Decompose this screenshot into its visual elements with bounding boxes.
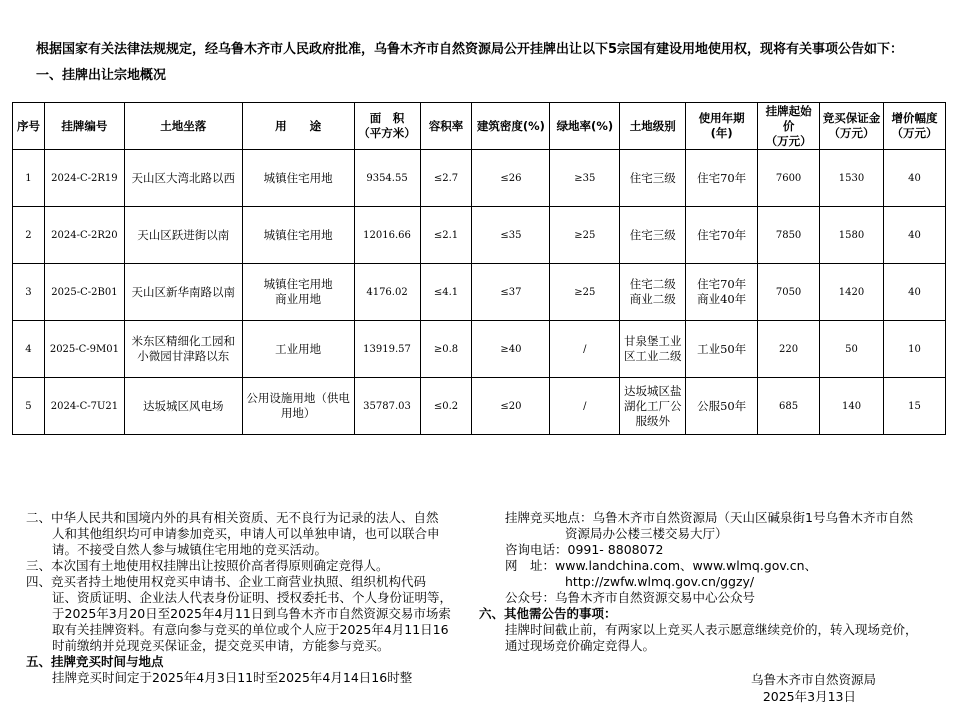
table-cell: 35787.03 xyxy=(354,378,420,435)
notice-line: 于2025年3月20日至2025年4月11日到乌鲁木齐市自然资源交易市场索 xyxy=(52,606,451,621)
table-header-cell: 绿地率(%) xyxy=(550,103,620,150)
table-cell: 40 xyxy=(883,264,945,321)
table-header-cell: 用 途 xyxy=(242,103,354,150)
table-header-cell: 使用年期(年) xyxy=(686,103,758,150)
table-cell: / xyxy=(550,378,620,435)
notice-line: 人和其他组织均可申请参加竞买，申请人可以单独申请，也可以联合申 xyxy=(52,526,440,541)
table-header-cell: 建筑密度(%) xyxy=(472,103,550,150)
notice-line: 挂牌时间截止前，有两家以上竞买人表示愿意继续竞价的，转入现场竞价， xyxy=(505,622,918,637)
table-header-cell: 土地级别 xyxy=(620,103,686,150)
notice-left-column xyxy=(26,510,476,686)
notice-line: 六、其他需公告的事项： xyxy=(479,606,617,621)
table-cell: 7050 xyxy=(758,264,820,321)
table-cell: 7850 xyxy=(758,207,820,264)
table-cell: 公用设施用地（供电用地） xyxy=(242,378,354,435)
table-cell: 12016.66 xyxy=(354,207,420,264)
table-header-cell: 序号 xyxy=(13,103,45,150)
table-cell: 10 xyxy=(883,321,945,378)
table-cell: 公服50年 xyxy=(686,378,758,435)
table-cell: 住宅二级 商业二级 xyxy=(620,264,686,321)
notice-line: 资源局办公楼三楼交易大厅） xyxy=(565,526,728,541)
table-cell: 天山区新华南路以南 xyxy=(124,264,242,321)
table-cell: 2025-C-2B01 xyxy=(44,264,124,321)
notice-line: 时前缴纳并兑现竞买保证金，提交竞买申请，方能参与竞买。 xyxy=(52,638,390,653)
table-cell: 4 xyxy=(13,321,45,378)
notice-line: 二、中华人民共和国境内外的具有相关资质、无不良行为记录的法人、自然 xyxy=(26,510,439,525)
table-cell: 1580 xyxy=(820,207,884,264)
table-cell: 2 xyxy=(13,207,45,264)
notice-intro: 根据国家有关法律法规规定，经乌鲁木齐市人民政府批准，乌鲁木齐市自然资源局公开挂牌出让以下5宗国有建设用地使用权，现将有关事项公告如下： xyxy=(36,42,904,57)
table-cell: 住宅三级 xyxy=(620,207,686,264)
table-cell: 5 xyxy=(13,378,45,435)
table-cell: 城镇住宅用地 商业用地 xyxy=(242,264,354,321)
table-cell: ≥40 xyxy=(472,321,550,378)
table-cell: 1 xyxy=(13,150,45,207)
table-cell: 米东区精细化工园和小微园甘津路以东 xyxy=(124,321,242,378)
table-cell: 9354.55 xyxy=(354,150,420,207)
table-cell: 40 xyxy=(883,150,945,207)
table-cell: 140 xyxy=(820,378,884,435)
notice-line: 咨询电话：0991- 8808072 xyxy=(505,542,664,557)
table-cell: ≤2.1 xyxy=(420,207,472,264)
table-cell: 2024-C-2R19 xyxy=(44,150,124,207)
table-cell: ≥25 xyxy=(550,207,620,264)
notice-line: 挂牌竞买地点：乌鲁木齐市自然资源局（天山区碱泉街1号乌鲁木齐市自然 xyxy=(505,510,913,525)
table-cell: 城镇住宅用地 xyxy=(242,150,354,207)
table-row xyxy=(13,150,946,207)
table-cell: 达坂城区风电场 xyxy=(124,378,242,435)
notice-line: http://zwfw.wlmq.gov.cn/ggzy/ xyxy=(565,574,755,589)
table-header-cell: 竞买保证金 （万元） xyxy=(820,103,884,150)
table-cell: / xyxy=(550,321,620,378)
table-header-cell: 挂牌起始价 （万元） xyxy=(758,103,820,150)
notice-right-column xyxy=(479,510,945,654)
table-cell: 天山区跃进街以南 xyxy=(124,207,242,264)
table-cell: ≤0.2 xyxy=(420,378,472,435)
table-row xyxy=(13,378,946,435)
table-cell: ≤2.7 xyxy=(420,150,472,207)
table-cell: 达坂城区盐湖化工厂公服级外 xyxy=(620,378,686,435)
notice-line: 证、资质证明、企业法人代表身份证明、授权委托书、个人身份证明等， xyxy=(52,590,453,605)
table-cell: 天山区大湾北路以西 xyxy=(124,150,242,207)
notice-line: 三、本次国有土地使用权挂牌出让按照价高者得原则确定竞得人。 xyxy=(26,558,389,573)
table-header-cell: 增价幅度 （万元） xyxy=(883,103,945,150)
table-cell: 50 xyxy=(820,321,884,378)
table-cell: 工业用地 xyxy=(242,321,354,378)
table-cell: 13919.57 xyxy=(354,321,420,378)
land-parcel-table xyxy=(12,102,946,435)
notice-line: 挂牌竞买时间定于2025年4月3日11时至2025年4月14日16时整 xyxy=(52,670,413,685)
table-cell: ≤35 xyxy=(472,207,550,264)
table-cell: 2024-C-2R20 xyxy=(44,207,124,264)
table-cell: 7600 xyxy=(758,150,820,207)
table-cell: 40 xyxy=(883,207,945,264)
table-cell: 住宅70年 xyxy=(686,207,758,264)
table-cell: 220 xyxy=(758,321,820,378)
table-cell: ≥0.8 xyxy=(420,321,472,378)
notice-line: 公众号：乌鲁木齐市自然资源交易中心公众号 xyxy=(505,590,756,605)
table-row xyxy=(13,321,946,378)
table-row xyxy=(13,207,946,264)
table-cell: 工业50年 xyxy=(686,321,758,378)
notice-line: 四、竞买者持土地使用权竞买申请书、企业工商营业执照、组织机构代码 xyxy=(26,574,427,589)
table-header-cell: 面 积 （平方米） xyxy=(354,103,420,150)
table-header-cell: 容积率 xyxy=(420,103,472,150)
table-cell: 3 xyxy=(13,264,45,321)
notice-line: 取有关挂牌资料。有意向参与竞买的单位或个人应于2025年4月11日16 xyxy=(52,622,449,637)
notice-line: 五、挂牌竞买时间与地点 xyxy=(26,654,164,669)
table-header-cell: 挂牌编号 xyxy=(44,103,124,150)
table-header-cell: 土地坐落 xyxy=(124,103,242,150)
table-cell: 2025-C-9M01 xyxy=(44,321,124,378)
table-cell: 住宅70年 商业40年 xyxy=(686,264,758,321)
table-cell: 1530 xyxy=(820,150,884,207)
table-cell: ≤20 xyxy=(472,378,550,435)
table-cell: 15 xyxy=(883,378,945,435)
table-header-row xyxy=(13,103,946,150)
notice-line: 网 址：www.landchina.com、www.wlmq.gov.cn、 xyxy=(505,558,818,573)
table-cell: 1420 xyxy=(820,264,884,321)
table-cell: ≤26 xyxy=(472,150,550,207)
table-cell: ≤37 xyxy=(472,264,550,321)
notice-line: 通过现场竞价确定竞得人。 xyxy=(505,638,656,653)
table-cell: 4176.02 xyxy=(354,264,420,321)
table-cell: 城镇住宅用地 xyxy=(242,207,354,264)
table-cell: 2024-C-7U21 xyxy=(44,378,124,435)
table-cell: ≥35 xyxy=(550,150,620,207)
section-1-title: 一、挂牌出让宗地概况 xyxy=(36,68,167,83)
notice-line: 请。不接受自然人参与城镇住宅用地的竞买活动。 xyxy=(52,542,328,557)
table-cell: 685 xyxy=(758,378,820,435)
signature-date: 2025年3月13日 xyxy=(762,689,856,704)
table-row xyxy=(13,264,946,321)
signature-org: 乌鲁木齐市自然资源局 xyxy=(750,672,876,687)
table-cell: ≤4.1 xyxy=(420,264,472,321)
table-cell: 住宅三级 xyxy=(620,150,686,207)
table-cell: 住宅70年 xyxy=(686,150,758,207)
table-cell: ≥25 xyxy=(550,264,620,321)
table-cell: 甘泉堡工业区工业二级 xyxy=(620,321,686,378)
